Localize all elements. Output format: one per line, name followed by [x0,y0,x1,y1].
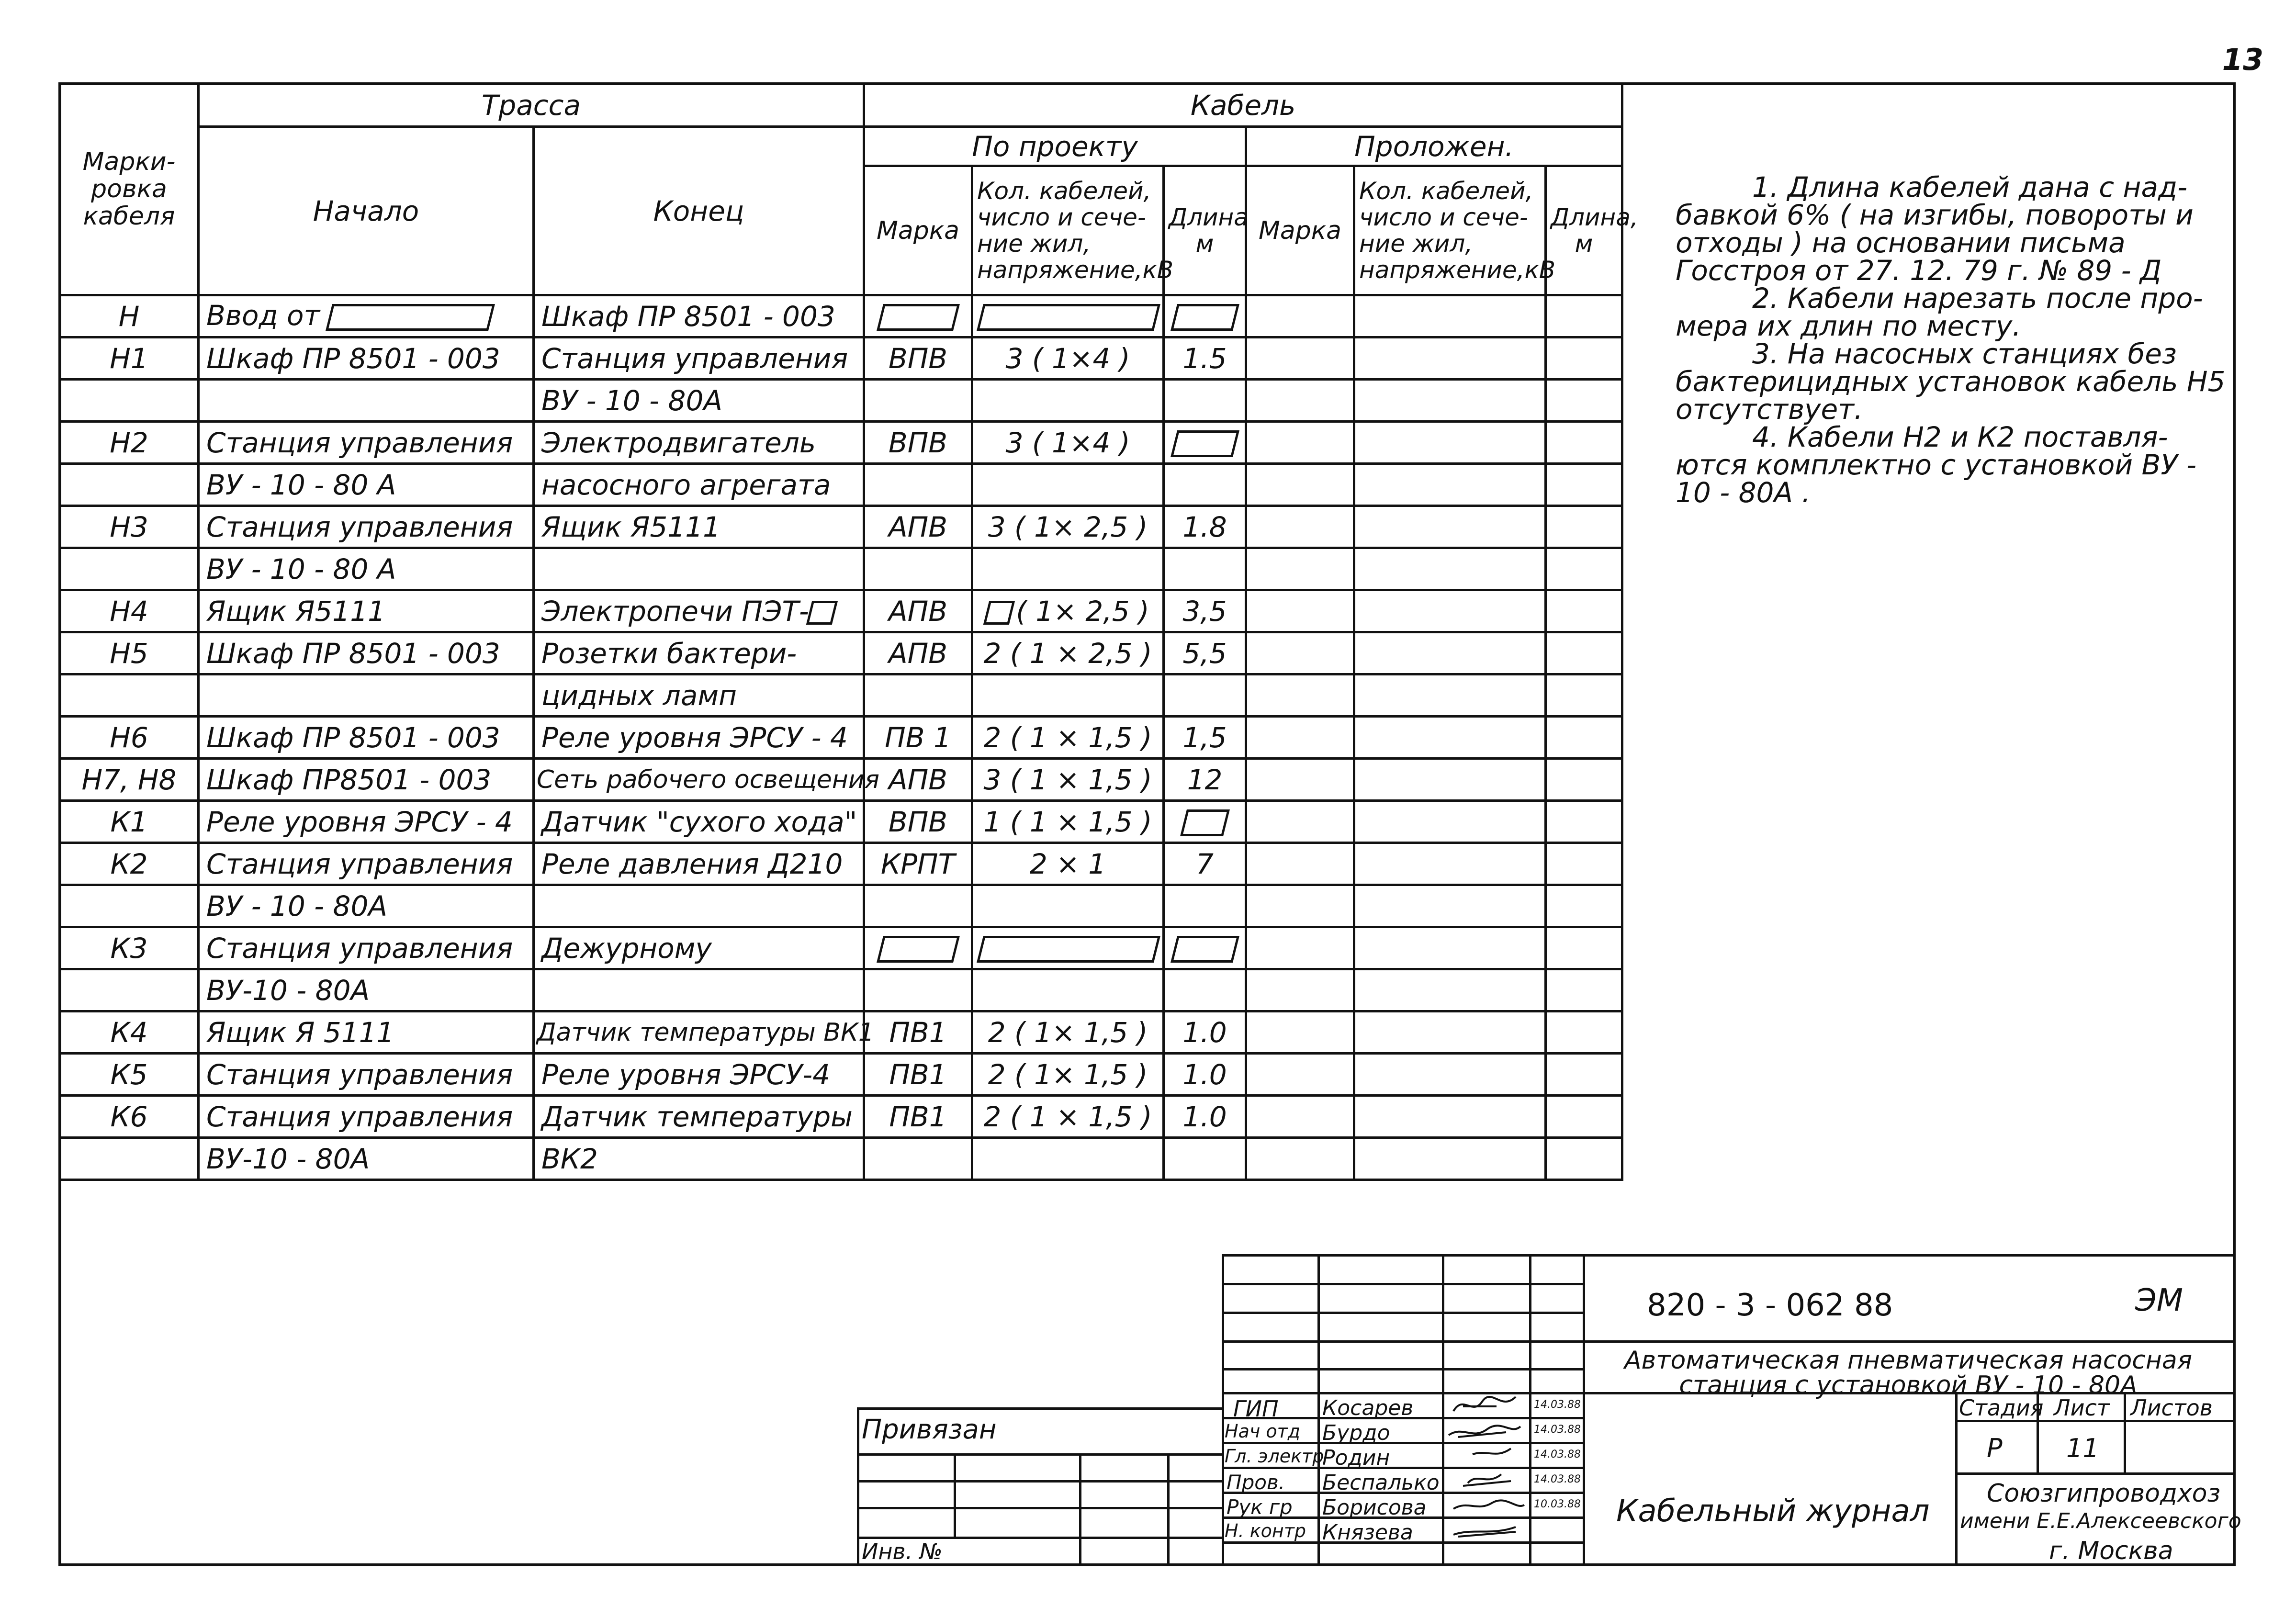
cell-count: 2 ( 1 × 1,5 ) [972,1096,1164,1138]
cell-length [1164,548,1246,590]
header-brand-laid: Марка [1246,166,1354,295]
org-line-3: г. Москва [2049,1537,2173,1565]
table-row [60,801,1622,843]
cell-length: 1.8 [1164,506,1246,548]
cell-count [972,969,1164,1011]
cell-count: 3 ( 1× 2,5 ) [972,506,1164,548]
cell-end: Датчик "сухого хода" [534,801,864,843]
cell-length [1164,969,1246,1011]
blank-field [977,936,1160,963]
cell-end: Электродвигатель [534,422,864,464]
signer-role: ГИП [1233,1396,1279,1422]
cell-mark: Н6 [60,717,199,759]
cell-count [972,1138,1164,1180]
header-laid: Проложен. [1246,127,1622,166]
cell-count: 2 × 1 [972,843,1164,885]
cell-start: Шкаф ПР 8501 - 003 [199,337,534,380]
blank-field [877,304,960,331]
cell-brand: ПВ1 [864,1096,972,1138]
signer-role: Пров. [1227,1471,1285,1494]
cell-count [972,464,1164,506]
cell-mark [60,380,199,422]
cell-end: ВК2 [534,1138,864,1180]
signer-date: 14.03.88 [1534,1424,1581,1436]
header-by-project: По проекту [864,127,1246,166]
cell-end [534,548,864,590]
cell-end [534,590,864,632]
header-length: Длина м [1164,166,1246,295]
cell-brand: АПВ [864,590,972,632]
header-marking: Марки-ровка кабеля [60,84,199,295]
table-row [60,1054,1622,1096]
cell-count [972,674,1164,717]
attached-label: Привязан [862,1414,997,1445]
table-row [60,1138,1622,1180]
cell-mark [60,969,199,1011]
cell-start [199,380,534,422]
table-row [60,506,1622,548]
header-route-end: Конец [534,127,864,295]
signer-date: 10.03.88 [1534,1498,1581,1510]
cell-end: Датчик температуры [534,1096,864,1138]
cell-count-text: ( 1× 2,5 ) [1016,595,1149,628]
cell-start: Станция управления [199,422,534,464]
table-row [60,717,1622,759]
cell-count [972,295,1164,337]
header-length-laid: Длина, м [1546,166,1622,295]
cell-end: Сеть рабочего освещения [534,759,864,801]
table-row [60,969,1622,1011]
cell-start: ВУ - 10 - 80 А [199,548,534,590]
signature-4 [1463,1474,1511,1486]
note-2: 2. Кабели нарезать после про-мера их длин по месту. [1676,282,2203,342]
table-row [60,759,1622,801]
table-row [60,843,1622,885]
section-code: ЭМ [2135,1283,2183,1318]
cell-brand: КРПТ [864,843,972,885]
cell-end [534,969,864,1011]
cell-length: 7 [1164,843,1246,885]
cell-brand [864,548,972,590]
cell-length: 1.0 [1164,1096,1246,1138]
signature-2 [1449,1426,1520,1437]
cell-start: ВУ-10 - 80А [199,969,534,1011]
cell-length: 3,5 [1164,590,1246,632]
cell-brand [864,674,972,717]
blank-field [806,601,838,625]
signer-name: Бурдо [1322,1421,1390,1445]
cell-brand: АПВ [864,632,972,674]
table-row [60,885,1622,927]
blank-field [977,304,1160,331]
cell-start: Станция управления [199,1054,534,1096]
signatures [1444,1392,1528,1541]
cell-start: Ящик Я 5111 [199,1011,534,1054]
cell-count: 2 ( 1× 1,5 ) [972,1011,1164,1054]
cell-mark: Н5 [60,632,199,674]
notes [1676,171,2231,509]
table-row [60,380,1622,422]
blank-field [983,601,1015,625]
cell-start [199,674,534,717]
signer-role: Н. контр [1225,1520,1306,1541]
cell-brand [864,464,972,506]
cell-brand [864,380,972,422]
cell-count [972,548,1164,590]
cell-mark: Н [60,295,199,337]
header-count-laid: Кол. кабелей, число и сече-ние жил, напряжение,кВ [1354,166,1546,295]
cable-journal-table [58,82,1638,1181]
blank-field [1171,936,1239,963]
cell-length [1164,885,1246,927]
cell-count [972,927,1164,969]
table-row [60,295,1622,337]
cell-brand [864,969,972,1011]
page-number: 13 [2222,42,2263,77]
cell-brand: АПВ [864,759,972,801]
cell-end: Реле уровня ЭРСУ - 4 [534,717,864,759]
cell-mark: К2 [60,843,199,885]
header-route: Трасса [199,84,864,127]
cell-mark: Н7, Н8 [60,759,199,801]
signature-5 [1453,1500,1524,1509]
cell-count [972,590,1164,632]
cell-end: Ящик Я5111 [534,506,864,548]
header-cable: Кабель [864,84,1622,127]
cell-mark [60,1138,199,1180]
table-row [60,590,1622,632]
table-row [60,674,1622,717]
cell-mark [60,548,199,590]
drawing-title: Автоматическая пневматическая насосная станция с установкой ВУ - 10 - 80А [1624,1346,2193,1400]
signer-role: Гл. электр [1225,1446,1324,1467]
org-line-2: имени Е.Е.Алексеевского [1960,1509,2241,1533]
cell-count: 3 ( 1 × 1,5 ) [972,759,1164,801]
cell-brand: ПВ 1 [864,717,972,759]
signer-date: 14.03.88 [1534,1399,1581,1411]
cell-length [1164,801,1246,843]
note-4: 4. Кабели Н2 и К2 поставля-ются комплектно с установкой ВУ - 10 - 80А . [1676,421,2197,509]
stage-value: Р [1987,1433,2003,1463]
table-row [60,1011,1622,1054]
cell-mark: Н4 [60,590,199,632]
signer-name: Борисова [1322,1495,1427,1520]
cell-mark: Н2 [60,422,199,464]
cell-start: Шкаф ПР8501 - 003 [199,759,534,801]
cell-start: Шкаф ПР 8501 - 003 [199,632,534,674]
cell-count: 2 ( 1 × 1,5 ) [972,717,1164,759]
table-row [60,548,1622,590]
sheet-name: Кабельный журнал [1616,1494,1930,1529]
cell-start: Станция управления [199,1096,534,1138]
signer-name: Князева [1322,1520,1413,1545]
cell-count: 2 ( 1 × 2,5 ) [972,632,1164,674]
cell-mark: К6 [60,1096,199,1138]
table-row [60,337,1622,380]
cell-start: Шкаф ПР 8501 - 003 [199,717,534,759]
cell-brand: ПВ1 [864,1054,972,1096]
cell-end [534,885,864,927]
cell-brand: АПВ [864,506,972,548]
cell-length: 1.5 [1164,337,1246,380]
cell-brand: ВПВ [864,801,972,843]
cell-end-text: Электропечи ПЭТ- [541,595,809,628]
signer-role: Нач отд [1225,1421,1301,1442]
cell-end: ВУ - 10 - 80А [534,380,864,422]
cell-length: 12 [1164,759,1246,801]
cell-start: ВУ - 10 - 80 А [199,464,534,506]
cell-count: 3 ( 1×4 ) [972,422,1164,464]
cell-start: Станция управления [199,506,534,548]
sheets-label: Листов [2130,1395,2213,1421]
table-row [60,632,1622,674]
cell-count: 1 ( 1 × 1,5 ) [972,801,1164,843]
blank-field [326,304,495,331]
cell-brand [864,885,972,927]
cell-length [1164,422,1246,464]
cell-mark: К4 [60,1011,199,1054]
cell-length [1164,674,1246,717]
stage-label: Стадия [1959,1395,2044,1421]
cell-length [1164,464,1246,506]
cell-end: насосного агрегата [534,464,864,506]
cell-start: Реле уровня ЭРСУ - 4 [199,801,534,843]
cell-start: ВУ-10 - 80А [199,1138,534,1180]
cell-length: 1.0 [1164,1011,1246,1054]
cell-length [1164,380,1246,422]
table-row [60,464,1622,506]
cell-brand [864,295,972,337]
signature-3 [1473,1449,1511,1454]
signer-date: 14.03.88 [1534,1449,1581,1460]
header-route-start: Начало [199,127,534,295]
cell-mark: К3 [60,927,199,969]
cell-length: 1.0 [1164,1054,1246,1096]
signer-name: Косарев [1322,1396,1414,1420]
sheet-value: 11 [2066,1433,2099,1463]
note-3: 3. На насосных станциях без бактерицидных установок кабель Н5 отсутствует. [1676,337,2226,426]
cell-end: Шкаф ПР 8501 - 003 [534,295,864,337]
header-brand: Марка [864,166,972,295]
cell-end: Реле уровня ЭРСУ-4 [534,1054,864,1096]
signer-date: 14.03.88 [1534,1473,1581,1485]
header-count: Кол. кабелей, число и сече-ние жил, напряжение,кВ [972,166,1164,295]
cell-mark [60,464,199,506]
blank-field [1171,430,1239,457]
cell-end: цидных ламп [534,674,864,717]
blank-field [1171,304,1239,331]
cell-length: 5,5 [1164,632,1246,674]
inv-label: Инв. № [862,1539,943,1564]
cell-brand: ПВ1 [864,1011,972,1054]
cell-brand: ВПВ [864,422,972,464]
cell-count [972,380,1164,422]
cell-start-text: Ввод от [206,299,320,332]
cell-end: Реле давления Д210 [534,843,864,885]
cell-brand [864,1138,972,1180]
signature-1 [1453,1397,1516,1411]
cell-count: 3 ( 1×4 ) [972,337,1164,380]
cell-start: Станция управления [199,843,534,885]
table-row [60,1096,1622,1138]
cell-length [1164,927,1246,969]
signer-role: Рук гр [1227,1495,1293,1519]
cell-end: Дежурному [534,927,864,969]
table-row [60,422,1622,464]
cell-start: Ящик Я5111 [199,590,534,632]
cell-mark: Н1 [60,337,199,380]
cell-count [972,885,1164,927]
cell-end: Станция управления [534,337,864,380]
table-row [60,927,1622,969]
sheet-label: Лист [2054,1395,2110,1421]
cell-mark: Н3 [60,506,199,548]
signature-6 [1453,1527,1516,1537]
cell-end: Датчик температуры ВК1 [534,1011,864,1054]
cell-end: Розетки бактери- [534,632,864,674]
note-1: 1. Длина кабелей дана с над-бавкой 6% ( на изгибы, повороты и отходы ) на основании письма Госстроя от 27. 12. 79 г. № 89 - Д [1676,171,2194,287]
cell-start: ВУ - 10 - 80А [199,885,534,927]
cell-mark: К1 [60,801,199,843]
cell-length [1164,295,1246,337]
cell-mark [60,885,199,927]
blank-field [1180,809,1230,836]
cell-brand: ВПВ [864,337,972,380]
signer-name: Беспалько [1322,1471,1440,1495]
cell-mark: К5 [60,1054,199,1096]
cell-length: 1,5 [1164,717,1246,759]
cell-start: Станция управления [199,927,534,969]
cell-start [199,295,534,337]
org-line-1: Союзгипроводхоз [1987,1479,2221,1508]
cell-count: 2 ( 1× 1,5 ) [972,1054,1164,1096]
doc-code: 820 - 3 - 062 88 [1647,1288,1893,1323]
cell-brand [864,927,972,969]
cell-length [1164,1138,1246,1180]
blank-field [877,936,960,963]
cell-mark [60,674,199,717]
signer-name: Родин [1322,1446,1390,1470]
